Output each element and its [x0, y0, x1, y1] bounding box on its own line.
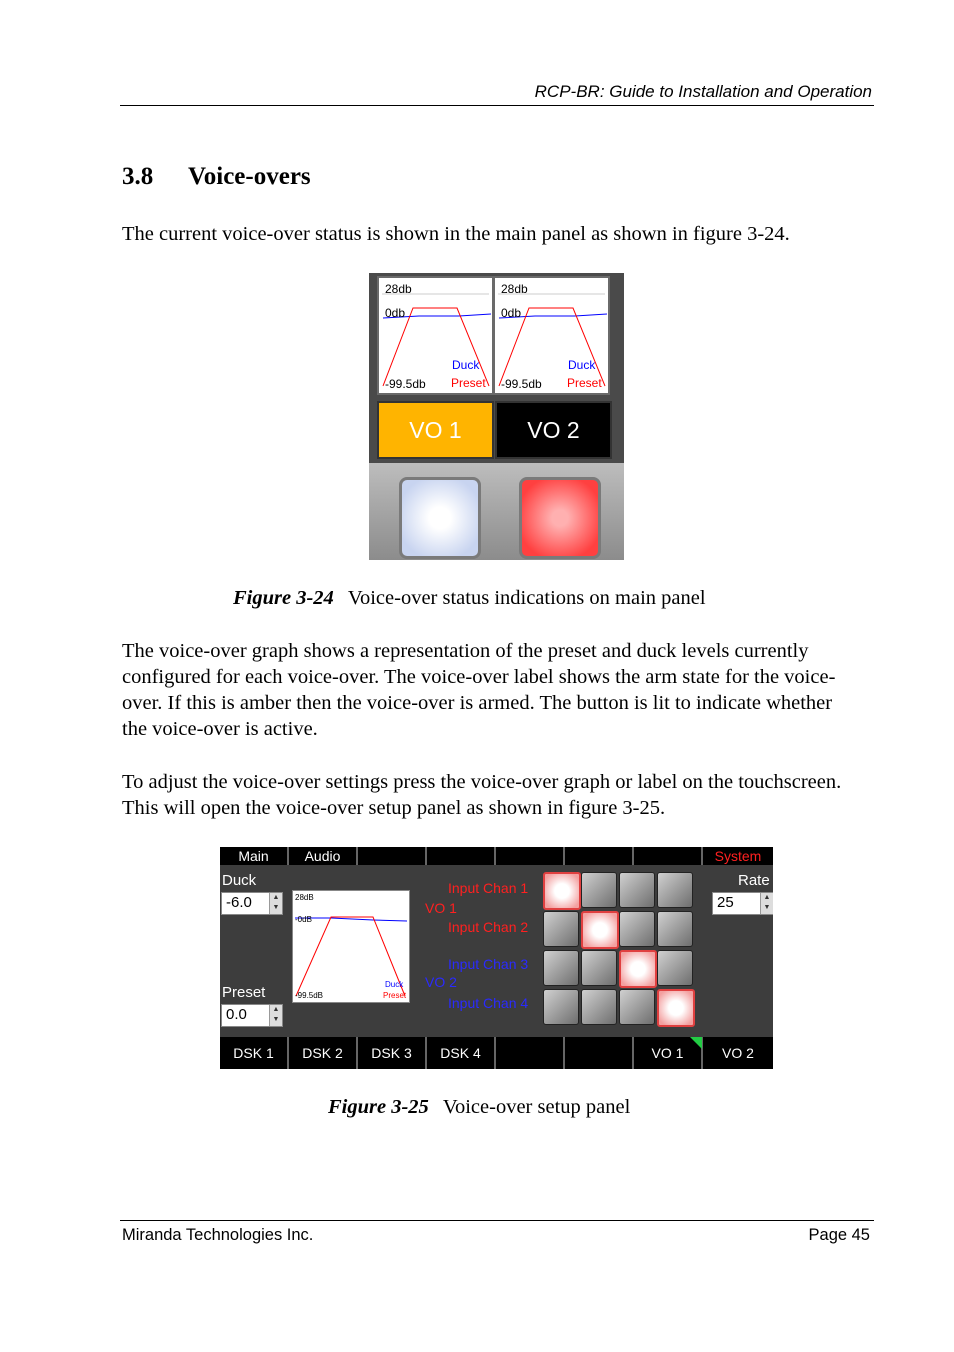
vo2-graph[interactable]: [493, 276, 610, 395]
vo2-group-label: VO 2: [425, 974, 457, 990]
duck-label: Duck: [452, 358, 480, 372]
button-panel: [369, 463, 624, 560]
preset-label: Preset: [451, 376, 486, 390]
section-title: Voice-overs: [188, 163, 311, 190]
vo2-label-button[interactable]: VO 2: [495, 401, 612, 459]
caption-label: Figure 3-25: [328, 1096, 429, 1118]
matrix-cell-button[interactable]: [657, 989, 695, 1027]
spin-arrows-icon[interactable]: ▲ ▼: [269, 893, 282, 914]
matrix-cell-button[interactable]: [657, 872, 693, 908]
preset-label: Preset: [383, 991, 407, 1000]
footer-company: Miranda Technologies Inc.: [122, 1226, 314, 1244]
matrix-cell-button[interactable]: [543, 911, 579, 947]
graph-zero-label: 0db: [501, 306, 522, 320]
figure-caption: [328, 1096, 630, 1119]
preset-field-label: Preset: [222, 984, 266, 1001]
caption-text: Voice-over setup panel: [442, 1096, 631, 1118]
tab-empty[interactable]: [565, 1037, 634, 1069]
matrix-cell-button[interactable]: [543, 989, 579, 1025]
matrix-cell-button[interactable]: [657, 911, 693, 947]
matrix-cell-button[interactable]: [619, 911, 655, 947]
duck-label: Duck: [568, 358, 596, 372]
figure-voice-over-setup-panel: [220, 847, 773, 1069]
duck-field-label: Duck: [222, 872, 257, 889]
duck-spinbox[interactable]: [221, 892, 283, 915]
tab-empty[interactable]: [496, 1037, 565, 1069]
tab-dsk2[interactable]: DSK 2: [289, 1037, 358, 1069]
tab-empty[interactable]: [427, 847, 496, 865]
page-footer: [120, 1220, 874, 1247]
tab-dsk4[interactable]: DSK 4: [427, 1037, 496, 1069]
tab-empty[interactable]: [634, 847, 703, 865]
preset-spinbox[interactable]: [221, 1004, 283, 1027]
tab-empty[interactable]: [358, 847, 427, 865]
tab-vo2[interactable]: VO 2: [703, 1037, 773, 1069]
vo-graph[interactable]: [292, 890, 410, 1003]
vo2-hardware-button[interactable]: [519, 477, 601, 559]
figure-caption: [233, 587, 706, 610]
preset-value: 0.0: [226, 1006, 247, 1023]
paragraph: The current voice-over status is shown in the main panel as shown in figure 3-24.: [122, 223, 790, 245]
channel-label: Input Chan 4: [448, 995, 529, 1011]
preset-label: Preset: [567, 376, 602, 390]
vo1-group-label: VO 1: [425, 900, 457, 916]
tab-system[interactable]: System: [703, 847, 773, 865]
graph-top-label: 28db: [501, 282, 528, 296]
channel-label: Input Chan 1: [448, 880, 529, 896]
vo1-graph[interactable]: [377, 276, 494, 395]
graph-top-label: 28dB: [295, 893, 314, 902]
graph-bottom-label: -99.5dB: [295, 991, 324, 1000]
spin-arrows-icon[interactable]: ▲ ▼: [760, 893, 773, 914]
matrix-cell-button[interactable]: [657, 950, 693, 986]
graph-top-label: 28db: [385, 282, 412, 296]
paragraph: The voice-over graph shows a representation of the preset and duck levels currently configured for each voice-over. The voice-over label shows the arm state for the voice-over. If this is amber then the voice-over is armed. The button is lit to indicate whether the voice-over is active.: [122, 640, 836, 740]
section-heading: [122, 163, 311, 191]
caption-label: Figure 3-24: [233, 587, 334, 609]
matrix-cell-button[interactable]: [581, 911, 619, 949]
channel-label: Input Chan 2: [448, 919, 529, 935]
header-title: RCP-BR: Guide to Installation and Operation: [534, 82, 872, 101]
matrix-cell-button[interactable]: [581, 950, 617, 986]
tab-empty[interactable]: [496, 847, 565, 865]
graph-bottom-label: -99.5db: [501, 377, 542, 391]
matrix-cell-button[interactable]: [619, 989, 655, 1025]
rate-spinbox[interactable]: [712, 892, 773, 915]
graph-bottom-label: -99.5db: [385, 377, 426, 391]
caption-text: Voice-over status indications on main panel: [347, 587, 706, 609]
matrix-cell-button[interactable]: [581, 989, 617, 1025]
page-header: [120, 80, 874, 106]
footer-page-number: Page 45: [808, 1226, 870, 1244]
vo1-hardware-button[interactable]: [399, 477, 481, 559]
channel-label: Input Chan 3: [448, 956, 529, 972]
rate-field-label: Rate: [738, 872, 770, 889]
duck-value: -6.0: [226, 894, 252, 911]
section-number: 3.8: [122, 163, 154, 190]
tab-dsk3[interactable]: DSK 3: [358, 1037, 427, 1069]
figure-voice-over-status: [369, 273, 624, 560]
tab-vo1[interactable]: VO 1: [634, 1037, 703, 1069]
vo1-label-button[interactable]: VO 1: [377, 401, 494, 459]
spin-arrows-icon[interactable]: ▲ ▼: [269, 1005, 282, 1026]
tab-dsk1[interactable]: DSK 1: [220, 1037, 289, 1069]
tab-empty[interactable]: [565, 847, 634, 865]
matrix-cell-button[interactable]: [543, 950, 579, 986]
matrix-cell-button[interactable]: [581, 872, 617, 908]
tab-main[interactable]: Main: [220, 847, 289, 865]
matrix-cell-button[interactable]: [619, 872, 655, 908]
selected-corner-icon: [690, 1037, 702, 1049]
tab-audio[interactable]: Audio: [289, 847, 358, 865]
matrix-cell-button[interactable]: [619, 950, 657, 988]
graph-zero-label: -0dB: [295, 915, 312, 924]
paragraph: To adjust the voice-over settings press the voice-over graph or label on the touchscreen. This will open the voice-over setup panel as shown in figure 3-25.: [122, 771, 842, 819]
matrix-cell-button[interactable]: [543, 872, 581, 910]
rate-value: 25: [717, 894, 734, 911]
duck-label: Duck: [385, 980, 404, 989]
graph-zero-label: 0db: [385, 306, 406, 320]
